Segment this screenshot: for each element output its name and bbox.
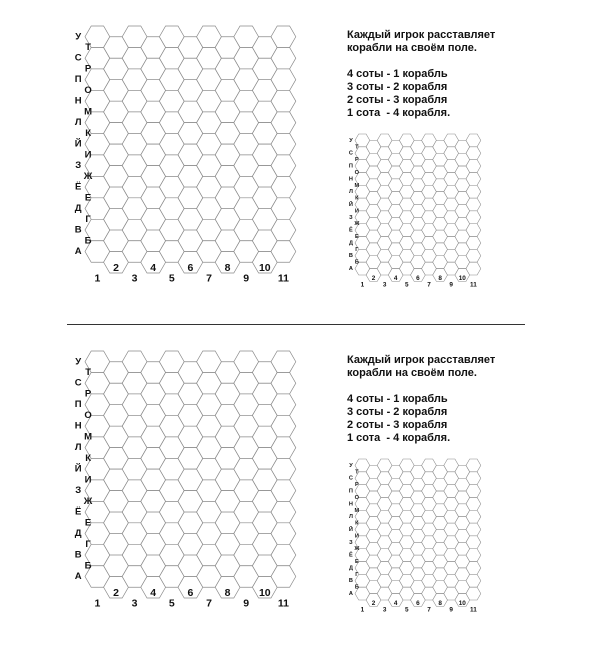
row-letter: Б <box>354 584 359 591</box>
column-number: 7 <box>206 272 212 285</box>
row-letter: Д <box>348 240 353 247</box>
column-number: 4 <box>393 600 398 608</box>
row-letter: В <box>348 253 353 260</box>
row-letter: Л <box>74 117 82 129</box>
row-letter: Е <box>354 234 359 241</box>
row-letter: Т <box>355 469 359 476</box>
row-letter: Б <box>84 560 92 572</box>
row-letter: П <box>74 399 82 411</box>
row-letter: Ё <box>75 506 82 518</box>
large-hex-board <box>74 22 338 312</box>
row-letter: М <box>84 106 93 118</box>
column-number: 10 <box>458 600 466 608</box>
row-letter: Р <box>354 482 359 489</box>
column-number: 5 <box>168 597 175 610</box>
row-letter: Т <box>355 144 359 151</box>
row-letter: П <box>348 163 353 170</box>
rules-heading-line2: корабли на своём поле. <box>347 42 477 54</box>
column-number: 3 <box>382 606 387 614</box>
row-letter: С <box>348 475 353 482</box>
rule-ship-3: 3 соты - 2 корабля <box>347 81 448 93</box>
column-number: 6 <box>416 600 420 608</box>
rule-ship-1: 1 сота - 4 корабля. <box>347 432 451 444</box>
column-number: 1 <box>360 606 365 614</box>
row-letter: В <box>348 578 353 585</box>
column-number: 11 <box>470 281 477 289</box>
row-letter: Л <box>348 514 353 521</box>
row-letter: О <box>354 169 360 176</box>
column-number: 8 <box>438 600 442 608</box>
row-letter: Л <box>348 189 353 196</box>
row-letter: Г <box>355 246 359 253</box>
row-letter: М <box>84 431 93 443</box>
row-letter: К <box>355 195 359 202</box>
row-letter: Д <box>74 528 82 540</box>
row-letter: Ж <box>354 546 360 553</box>
column-number: 4 <box>150 261 157 274</box>
row-letter: В <box>74 224 82 236</box>
row-letter: О <box>354 494 360 501</box>
column-number: 3 <box>382 281 387 289</box>
row-letter: А <box>348 266 353 273</box>
row-letter: З <box>75 160 82 172</box>
column-number: 1 <box>94 597 101 610</box>
row-letter: К <box>355 520 359 527</box>
column-number: 10 <box>458 275 466 283</box>
row-letter: Й <box>74 138 82 150</box>
row-letter: И <box>354 533 359 540</box>
row-letter: И <box>84 474 92 486</box>
row-letter: Р <box>84 388 92 400</box>
rules-text <box>347 29 567 120</box>
row-letter: О <box>84 409 92 421</box>
row-letter: А <box>74 246 82 258</box>
column-number: 7 <box>427 606 431 614</box>
column-number: 10 <box>258 261 271 274</box>
row-letter: С <box>74 377 82 389</box>
row-letter: Н <box>348 176 353 183</box>
column-number: 8 <box>438 275 442 283</box>
rules-spacer <box>347 55 567 68</box>
column-number: 7 <box>206 597 212 610</box>
row-letter: Г <box>85 538 91 550</box>
column-number: 9 <box>449 606 453 614</box>
rule-ship-3: 3 соты - 2 корабля <box>347 406 448 418</box>
row-letter: Д <box>74 203 82 215</box>
row-letter: У <box>75 31 82 43</box>
row-letter: З <box>75 485 82 497</box>
column-number: 1 <box>94 272 101 285</box>
column-number: 9 <box>449 281 453 289</box>
row-letter: Е <box>84 192 92 204</box>
row-letter: Н <box>348 501 353 508</box>
row-letter: У <box>349 462 353 469</box>
row-letter: О <box>84 84 92 96</box>
row-letter: З <box>349 214 353 221</box>
row-letter: И <box>84 149 92 161</box>
column-number: 9 <box>243 597 250 610</box>
rules-text <box>347 354 567 445</box>
row-letter: Т <box>85 366 92 378</box>
column-number: 1 <box>360 281 365 289</box>
large-hex-board <box>74 347 338 637</box>
column-number: 8 <box>224 261 231 274</box>
row-letter: Р <box>84 63 92 75</box>
row-letter: А <box>74 571 82 583</box>
row-letter: У <box>349 137 353 144</box>
row-letter: П <box>74 74 82 86</box>
row-letter: Ё <box>349 552 353 559</box>
row-letter: Е <box>84 517 92 529</box>
row-letter: Б <box>354 259 359 266</box>
column-number: 4 <box>393 275 398 283</box>
row-letter: Ё <box>349 227 353 234</box>
row-letter: М <box>354 507 360 514</box>
column-number: 11 <box>470 606 477 614</box>
row-letter: В <box>74 549 82 561</box>
row-letter: З <box>349 539 353 546</box>
row-letter: Б <box>84 235 92 247</box>
row-letter: Й <box>348 201 353 208</box>
column-number: 5 <box>405 281 409 289</box>
small-hex-board <box>349 130 514 310</box>
row-letter: Г <box>85 213 91 225</box>
row-letter: Й <box>348 526 353 533</box>
row-letter: Е <box>354 559 359 566</box>
row-letter: Н <box>74 420 82 432</box>
row-letter: Ё <box>75 181 82 193</box>
row-letter: Д <box>348 565 353 572</box>
column-number: 11 <box>277 272 289 285</box>
small-hex-board <box>349 455 514 635</box>
rule-ship-4: 4 соты - 1 корабль <box>347 393 448 405</box>
column-number: 7 <box>427 281 431 289</box>
rule-ship-1: 1 сота - 4 корабля. <box>347 107 451 119</box>
row-letter: Ж <box>83 170 93 182</box>
column-number: 5 <box>168 272 175 285</box>
row-letter: К <box>85 127 92 139</box>
column-number: 11 <box>277 597 289 610</box>
rule-ship-2: 2 соты - 3 корабля <box>347 419 448 431</box>
row-letter: И <box>354 208 359 215</box>
row-letter: Г <box>355 571 359 578</box>
row-letter: К <box>85 452 92 464</box>
column-number: 2 <box>113 586 119 599</box>
column-number: 5 <box>405 606 409 614</box>
row-letter: Ж <box>83 495 93 507</box>
column-number: 3 <box>131 272 138 285</box>
column-number: 6 <box>416 275 420 283</box>
row-letter: Н <box>74 95 82 107</box>
column-number: 4 <box>150 586 157 599</box>
rule-ship-4: 4 соты - 1 корабль <box>347 68 448 80</box>
row-letter: М <box>354 182 360 189</box>
rules-heading-line1: Каждый игрок расставляет <box>347 354 496 366</box>
column-number: 3 <box>131 597 138 610</box>
row-letter: С <box>348 150 353 157</box>
column-number: 9 <box>243 272 250 285</box>
row-letter: Р <box>354 157 359 164</box>
column-number: 8 <box>224 586 231 599</box>
column-number: 2 <box>113 261 119 274</box>
rules-spacer <box>347 380 567 393</box>
column-number: 6 <box>187 261 194 274</box>
rule-ship-2: 2 соты - 3 корабля <box>347 94 448 106</box>
rules-heading-line2: корабли на своём поле. <box>347 367 477 379</box>
row-letter: С <box>74 52 82 64</box>
row-letter: Т <box>85 41 92 53</box>
game-sheet-bottom <box>0 325 591 650</box>
column-number: 6 <box>187 586 194 599</box>
row-letter: Л <box>74 442 82 454</box>
row-letter: Й <box>74 463 82 475</box>
column-number: 10 <box>258 586 271 599</box>
row-letter: У <box>75 356 82 368</box>
column-number: 2 <box>371 600 376 608</box>
column-number: 2 <box>371 275 376 283</box>
row-letter: А <box>348 591 353 598</box>
row-letter: П <box>348 488 353 495</box>
row-letter: Ж <box>354 221 360 228</box>
rules-heading-line1: Каждый игрок расставляет <box>347 29 496 41</box>
